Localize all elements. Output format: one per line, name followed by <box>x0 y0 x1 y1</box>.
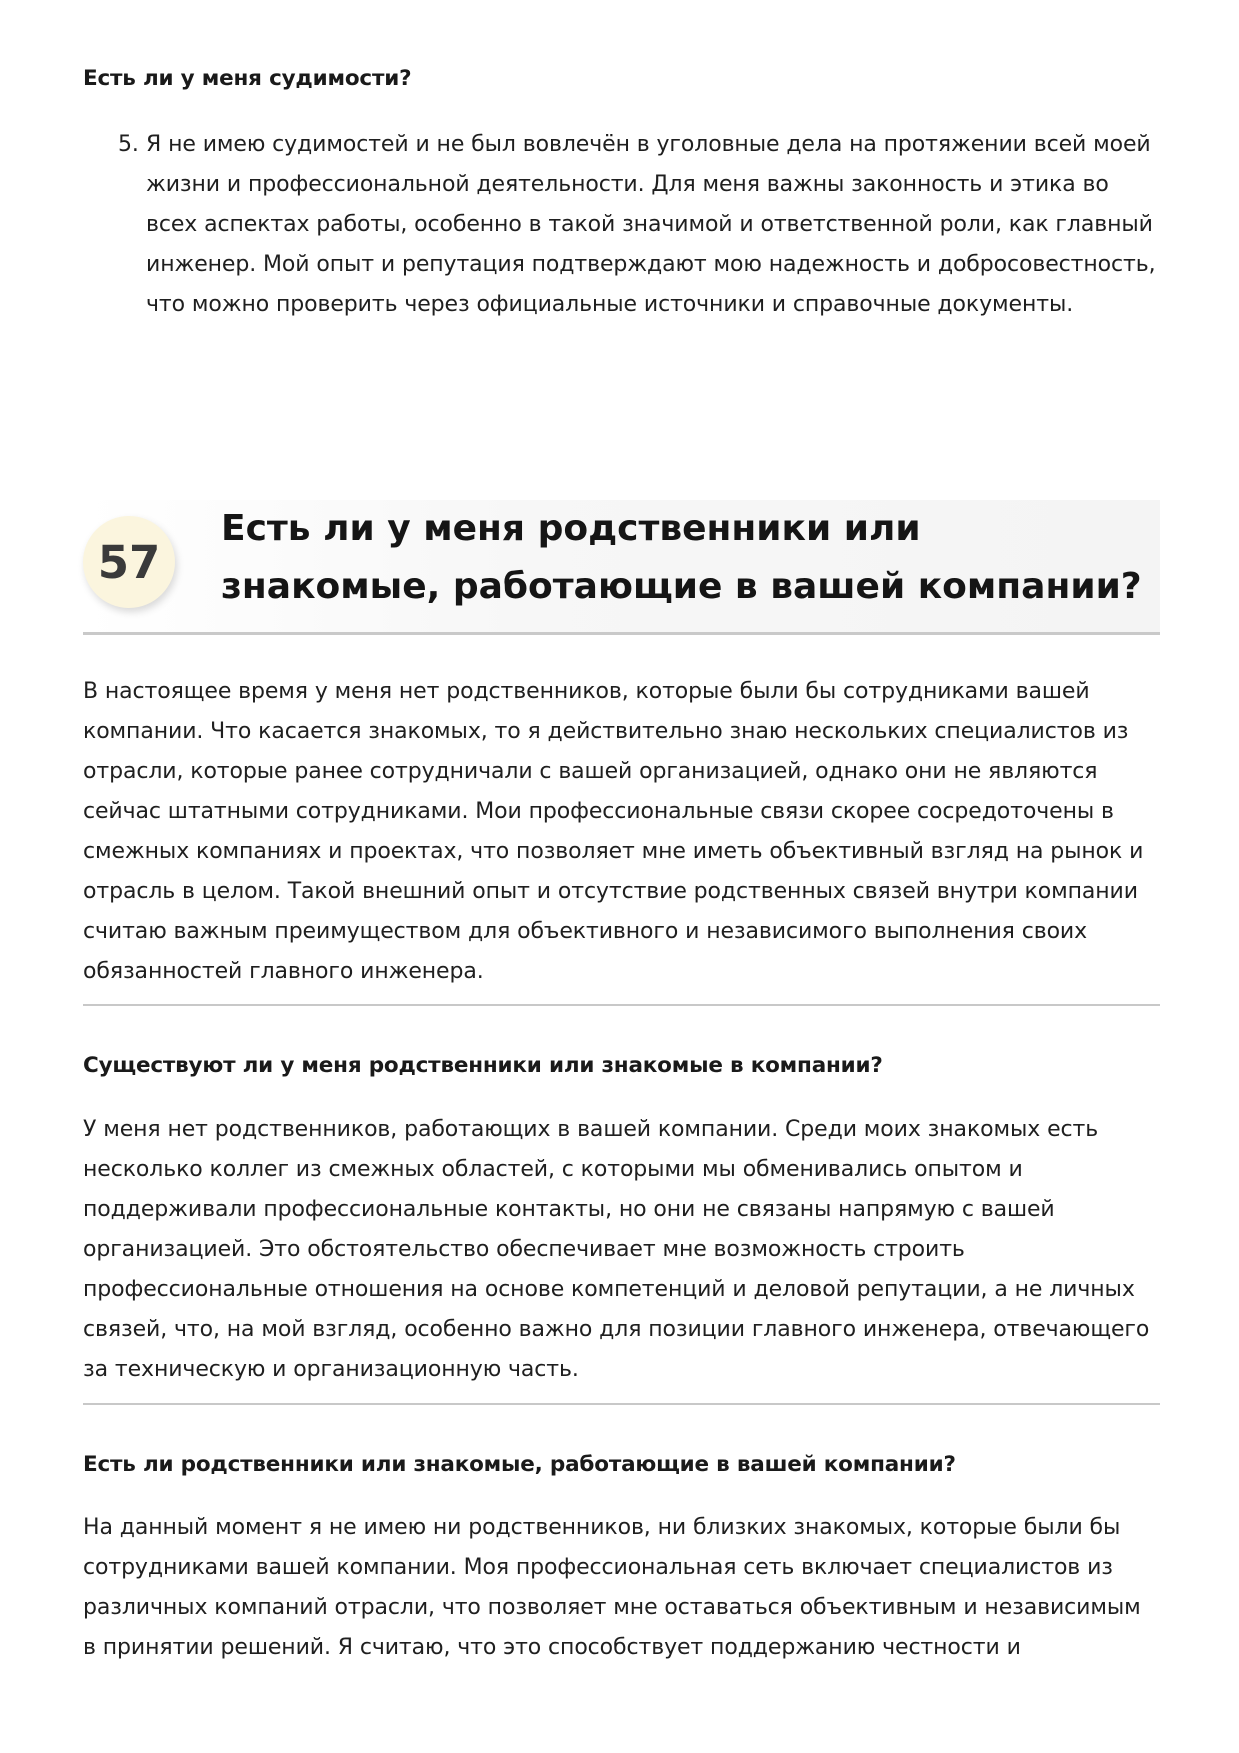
divider <box>83 1004 1160 1006</box>
list-marker: 5. <box>118 132 139 157</box>
criminal-record-question: Есть ли у меня судимости? <box>83 66 412 91</box>
section-number-badge: 57 <box>83 516 175 608</box>
divider <box>83 1403 1160 1405</box>
section-intro-paragraph: В настоящее время у меня нет родственников, которые были бы сотрудниками вашей компании. Что касается знакомых, то я действительно знаю нескольких специалистов из отрасли, которые ранее сотрудничали с вашей организацией, однако они не являются сейчас штатными сотрудниками. Мои профессиональные связи скорее сосредоточены в смежных компаниях и проектах, что позволяет мне иметь объективный взгляд на рынок и отрасль в целом. Такой внешний опыт и отсутствие родственных связей внутри компании считаю важным преимуществом для объективного и независимого выполнения своих обязанностей главного инженера. <box>83 679 1144 984</box>
criminal-record-answer: Я не имею судимостей и не был вовлечён в уголовные дела на протяжении всей моей жизни и профессиональной деятельности. Для меня важны законность и этика во всех аспектах работы, особенно в такой значимой и ответственной роли, как главный инженер. Мой опыт и репутация подтверждают мою надежность и добросовестность, что можно проверить через официальные источники и справочные документы. <box>146 132 1156 317</box>
section-header <box>83 500 1160 635</box>
qa-answer-2: На данный момент я не имею ни родственников, ни близких знакомых, которые были бы сотрудниками вашей компании. Моя профессиональная сеть включает специалистов из различных компаний отрасли, что позволяет мне оставаться объективным и независимым в принятии решений. Я считаю, что это способствует поддержанию честности и <box>83 1515 1141 1660</box>
qa-question-1: Существуют ли у меня родственники или знакомые в компании? <box>83 1053 883 1078</box>
qa-question-2: Есть ли родственники или знакомые, работающие в вашей компании? <box>83 1452 956 1477</box>
list-item <box>118 125 1166 325</box>
section-title: Есть ли у меня родственники или знакомые, работающие в вашей компании? <box>221 508 1142 607</box>
qa-answer-1: У меня нет родственников, работающих в вашей компании. Среди моих знакомых есть несколько коллег из смежных областей, с которыми мы обменивались опытом и поддерживали профессиональные контакты, но они не связаны напрямую с вашей организацией. Это обстоятельство обеспечивает мне возможность строить профессиональные отношения на основе компетенций и деловой репутации, а не личных связей, что, на мой взгляд, особенно важно для позиции главного инженера, отвечающего за техническую и организационную часть. <box>83 1117 1150 1382</box>
